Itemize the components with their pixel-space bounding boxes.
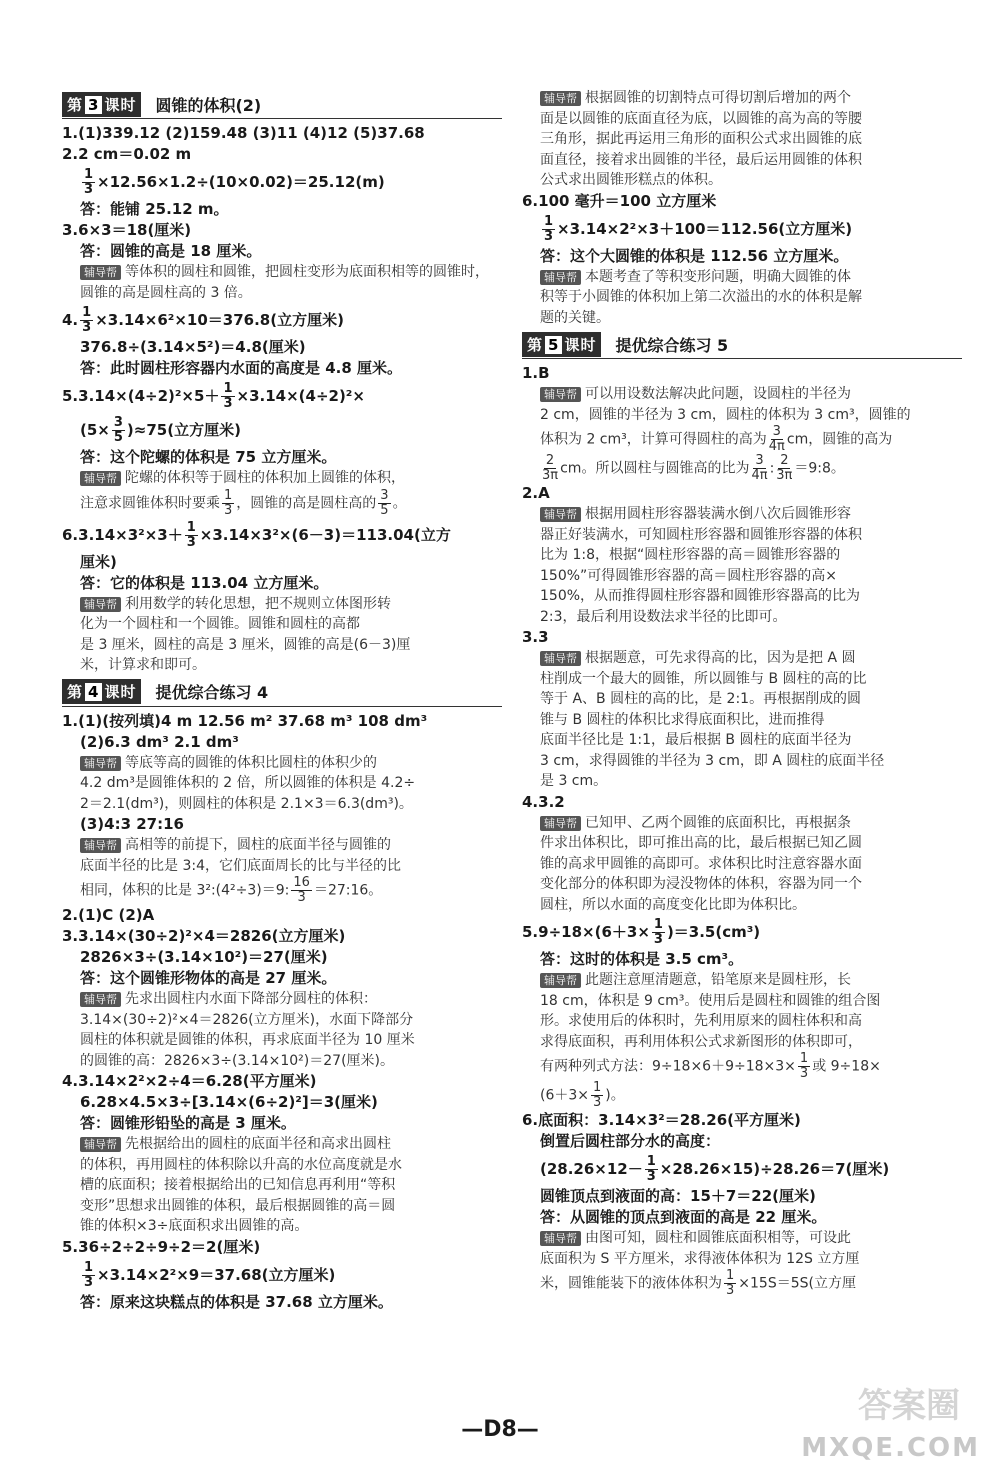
tutor-tag-icon: 辅导帮 [540,507,581,522]
page-number: —D8— [461,1417,539,1442]
section-title: 提优综合练习 4 [155,683,269,702]
answer-line: 5.36÷2÷2÷9÷2＝2(厘米) [62,1237,261,1256]
watermark-text: MXQE.COM [801,1433,980,1463]
answer-line: 6.100 毫升＝100 立方厘米 [522,191,717,210]
answer-line: 4.3.14×2²×2÷4＝6.28(平方厘米) [62,1072,317,1090]
answer-line: 答：圆锥的高是 18 厘米。 [80,242,262,260]
answer-line: 1.B [522,364,550,382]
tutor-tag-icon: 辅导帮 [80,471,121,486]
section-header-lesson-3 [62,90,502,119]
answer-line: 2826×3÷(3.14×10²)＝27(厘米) [80,948,328,966]
section-header-lesson-4 [62,678,502,707]
badge-prefix: 第 [67,95,84,114]
lesson-badge: 第 5 课时 [522,332,601,357]
tutor-note: 辅导帮 根据圆锥的切割特点可得切割后增加的两个 面是以圆锥的底面直径为底，以圆锥的高为高的等腰 三角形，据此再运用三角形的面积公式求出圆锥的底 面直径，接着求出圆锥的半径，最后运用圆锥的体积 公式求出圆锥形糕点的体积。 [540,90,862,188]
answer-line: 倒置后圆柱部分水的高度： [540,1132,721,1150]
tutor-note: 辅导帮 根据用圆柱形容器装满水倒八次后圆锥形容 器正好装满水，可知圆柱形容器和圆锥形容器的体积 比为 1:8，根据“圆柱形容器的高＝圆锥形容器的 150%”可得圆锥形容器的高＝圆柱形容器的高× 150%，从而推得圆柱形容器和圆锥形容器高的比为 2:3，最后利用设数法求半径的比即可。 [540,506,862,625]
answer-line: 答：这个陀螺的体积是 75 立方厘米。 [80,448,337,466]
answer-line: (3)4:3 27:16 [80,815,184,833]
tutor-tag-icon: 辅导帮 [80,265,121,280]
tutor-note: 辅导帮 高相等的前提下，圆柱的底面半径与圆锥的 底面半径的比是 3:4，它们底面周长的比与半径的比 相同，体积的比是 3²:(4²÷3)＝9: $\frac{16}{3}$ ＝27:16。 [80,837,401,905]
answer-line: 3.6×3＝18(厘米) [62,221,192,239]
answer-line: 答：它的体积是 113.04 立方厘米。 [80,573,329,592]
answer-line: 376.8÷(3.14×5²)＝4.8(厘米) [80,338,306,356]
answer-line: 6.底面积：3.14×3²＝28.26(平方厘米) [522,1111,801,1129]
answer-line: 3.3 [522,628,549,646]
tutor-tag-icon: 辅导帮 [540,973,581,988]
answer-line: 1.(1)339.12 (2)159.48 (3)11 (4)12 (5)37.68 [62,124,425,142]
answer-line: 答：这个大圆锥的体积是 112.56 立方厘米。 [540,246,849,265]
answer-line: 2.2 cm＝0.02 m [62,145,192,163]
tutor-tag-icon: 辅导帮 [540,1231,581,1246]
answer-line: 答：原来这块糕点的体积是 37.68 立方厘米。 [80,1292,393,1311]
answer-line: 答：这个圆锥形物体的高是 27 厘米。 [80,969,337,987]
lesson-badge: 第 4 课时 [62,679,141,704]
answer-line: 1.(1)(按列填)4 m 12.56 m² 37.68 m³ 108 dm³ [62,711,428,730]
formula-line: 4. $\frac{1}{3}$ ×3.14×6²×10＝376.8(立方厘米) [62,305,344,335]
answer-line: 答：此时圆柱形容器内水面的高度是 4.8 厘米。 [80,359,403,377]
tutor-note: 辅导帮 先求出圆柱内水面下降部分圆柱的体积： 3.14×(30÷2)²×4＝2826(立方厘米)，水面下降部分 圆柱的体积就是圆锥的体积，再求底面半径为 10 厘米 的圆锥的高：2826×3÷(3.14×10²)＝27(厘米)。 [80,991,415,1069]
section-title: 圆锥的体积(2) [155,95,262,115]
tutor-note: 辅导帮 先根据给出的圆柱的底面半径和高求出圆柱 的体积，再用圆柱的体积除以升高的水位高度就是水 槽的底面积；接着根据给出的已知信息再利用“等积 变形”思想求出圆锥的体积，最后根据圆锥的高＝圆 锥的体积×3÷底面积求出圆锥的高。 [80,1136,402,1234]
tutor-note: 辅导帮 可以用设数法解决此问题，设圆柱的半径为 2 cm，圆锥的半径为 3 cm，圆柱的体积为 3 cm³，圆锥的 体积为 2 cm³，计算可得圆柱的高为 $\frac{3}{4\pi}$ cm，圆锥的高为 $\frac{2}{3\pi}$ cm。所以圆柱与圆锥高的比为 $\frac{3}{4\pi}$ : $\frac{2}{3\pi}$ ＝9:8。 [540,386,911,483]
tutor-note: 辅导帮 已知甲、乙两个圆锥的底面积比，再根据条 件求出体积比，即可推出高的比，最后根据已知乙圆 锥的高求甲圆锥的高即可。求体积比时注意容器水面 变化部分的体积即为浸没物体的体积，容器为同一个 圆柱，所以水面的高度变化比即为体积比。 [540,814,862,913]
tutor-note: 辅导帮 等体积的圆柱和圆锥，把圆柱变形为底面积相等的圆锥时，圆锥的高是圆柱高的 3 倍。 [80,264,489,301]
left-column [62,88,502,1313]
answer-line: (2)6.3 dm³ 2.1 dm³ [80,732,239,751]
watermark-logo: 答案圈 [858,1386,960,1426]
answer-line: 答：从圆锥的顶点到液面的高是 22 厘米。 [540,1208,827,1226]
tutor-note: 辅导帮 根据题意，可先求得高的比，因为是把 A 圆 柱削成一个最大的圆锥，所以圆锥与 B 圆柱的高的比 等于 A、B 圆柱的高的比，是 2:1。再根据削成的圆 锥与 B 圆柱的体积比求得底面积比，进而推得 底面半径比是 1:1，最后根据 B 圆柱的底面半径为 3 cm，求得圆锥的半径为 3 cm，即 A 圆柱的底面半径 是 3 cm。 [540,650,885,789]
tutor-tag-icon: 辅导帮 [540,270,581,285]
answer-line: 圆锥顶点到液面的高：15＋7＝22(厘米) [540,1187,816,1205]
tutor-tag-icon: 辅导帮 [540,387,581,402]
tutor-tag-icon: 辅导帮 [80,838,121,853]
tutor-tag-icon: 辅导帮 [80,756,121,771]
tutor-note: 辅导帮 由图可知，圆柱和圆锥底面积相等，可设此 底面积为 S 平方厘米，求得液体体积为 12S 立方厘 米，圆锥能装下的液体体积为 $\frac{1}{3}$ ×15S＝5S(立方厘 [540,1230,860,1298]
tutor-tag-icon: 辅导帮 [540,91,581,106]
tutor-note: 辅导帮 陀螺的体积等于圆柱的体积加上圆锥的体积， 注意求圆锥体积时要乘 $\frac{1}{3}$ ，圆锥的高是圆柱高的 $\frac{3}{5}$ 。 [80,470,407,518]
formula-line: $\frac{1}{3}$ ×12.56×1.2÷(10×0.02)＝25.12(m) [84,167,385,197]
answer-line: 4.3.2 [522,792,565,811]
answer-line: 答：圆锥形铅坠的高是 3 厘米。 [80,1114,296,1132]
badge-number: 3 [85,96,102,114]
badge-suffix: 课时 [104,95,137,114]
answer-line: 答：这时的体积是 3.5 cm³。 [540,950,744,968]
answer-line: 答：能铺 25.12 m。 [80,200,229,218]
tutor-note: 辅导帮 本题考查了等积变形问题，明确大圆锥的体 积等于小圆锥的体积加上第二次溢出的水的体积是解 题的关键。 [540,268,862,326]
tutor-note: 辅导帮 利用数学的转化思想，把不规则立体图形转 化为一个圆柱和一个圆锥。圆锥和圆柱的高都 是 3 厘米，圆柱的高是 3 厘米，圆锥的高是(6－3)厘 米，计算求和即可。 [80,595,411,673]
answer-line: 厘米) [80,552,117,571]
formula-line: $\frac{1}{3}$ ×3.14×2²×9＝37.68(立方厘米) [84,1259,336,1290]
formula-line: 5.3.14×(4÷2)²×5＋ $\frac{1}{3}$ ×3.14×(4÷2)²× [62,381,365,411]
fraction: $\frac{1}{3}$ [84,167,94,197]
section-title: 提优综合练习 5 [615,335,729,355]
lesson-badge [62,92,141,117]
tutor-tag-icon: 辅导帮 [80,1137,121,1152]
formula-line: (28.26×12－ $\frac{1}{3}$ ×28.26×15)÷28.26＝7(厘米) [540,1154,890,1184]
tutor-tag-icon: 辅导帮 [540,816,581,831]
tutor-tag-icon: 辅导帮 [80,992,121,1007]
answer-line: 2.(1)C (2)A [62,906,155,924]
formula-line: 6.3.14×3²×3＋ $\frac{1}{3}$ ×3.14×3²×(6－3)＝113.04(立方 [62,519,451,550]
answer-line: 2.A [522,484,550,502]
tutor-note: 辅导帮 此题注意厘清题意，铅笔原来是圆柱形，长 18 cm，体积是 9 cm³。使用后是圆柱和圆锥的组合图 形。求使用后的体积时，先利用原来的圆柱体积和高 求得底面积，再利用体积公式求新图形的体积即可， 有两种列式方法：9÷18×6＋9÷18×3× $\frac{1}{3}$ 或 9÷18× (6＋3× $\frac{1}{3}$ )。 [540,972,881,1110]
answer-line: 6.28×4.5×3÷[3.14×(6÷2)²]＝3(厘米) [80,1093,378,1111]
formula-line: 5.9÷18×(6＋3× $\frac{1}{3}$ )＝3.5(cm³) [522,917,761,947]
tutor-tag-icon: 辅导帮 [80,597,121,612]
formula-line: (5× $\frac{3}{5}$ )≈75(立方厘米) [80,415,241,445]
formula-line: $\frac{1}{3}$ ×3.14×2²×3＋100＝112.56(立方厘米) [544,213,853,244]
answer-line: 3.3.14×(30÷2)²×4＝2826(立方厘米) [62,927,346,945]
tutor-tag-icon: 辅导帮 [540,651,581,666]
right-column [522,88,962,1298]
tutor-note: 辅导帮 等底等高的圆锥的体积比圆柱的体积少的 4.2 dm³是圆锥体积的 2 倍，所以圆锥的体积是 4.2÷ 2＝2.1(dm³)，则圆柱的体积是 2.1×3＝6.3(dm³)。 [80,754,416,812]
section-header-lesson-5 [522,330,962,359]
